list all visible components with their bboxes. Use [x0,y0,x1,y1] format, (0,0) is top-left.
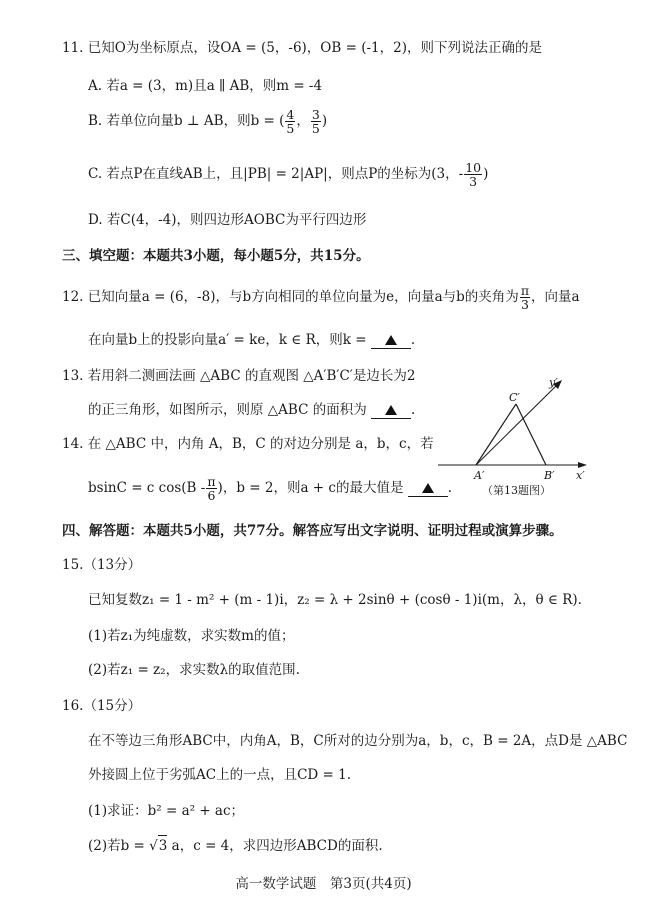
q13-figure [432,372,592,502]
q12-frac [520,284,530,311]
q11-b-frac1-den: 5 [286,121,295,136]
q11-stem: 11. 已知O为坐标原点，设OA = (5，-6)，OB = (-1，2)，则下列说法正确的是 [62,40,542,56]
q14-frac-den: 6 [207,488,216,503]
q11-option-a: A. 若a = (3，m)且a ∥ AB，则m = -4 [88,78,323,94]
q11-c-frac-den: 3 [469,174,478,189]
q16-part2-post: a，c = 4，求四边形ABCD的面积. [171,838,383,854]
q14-line2: bsinC = c cos(B - $\frac{\pi}{6}$ )，b = 2，则a + c的最大值是 . [88,474,453,503]
q12-line1-text: 12. 已知向量a = (6，-8)，与b方向相同的单位向量为e，向量a与b的夹角为 [62,289,519,305]
x-axis-arrow [578,462,587,468]
label-b: B′ [544,469,555,482]
label-x: x′ [576,469,585,482]
q15-part2: (2)若z₁ = z₂，求实数λ的取值范围. [88,662,300,678]
q14-line1: 14. 在 △ABC 中，内角 A，B，C 的对边分别是 a，b，c，若 [62,436,434,452]
triangle-icon [385,405,397,415]
q12-line2: 在向量b上的投影向量a′ = ke，k ∈ R，则k = . [88,332,416,348]
section-3-header: 三、填空题：本题共3小题，每小题5分，共15分。 [62,248,370,264]
q11-option-b-text: B. 若单位向量b ⊥ AB，则b = ( [88,113,285,129]
q16-part1: (1)求证：b² = a² + ac； [88,803,245,819]
q11-option-c: C. 若点P在直线AB上，且|PB| = 2|AP|，则点P的坐标为(3，- $\frac{10}{3}$ ) [88,160,489,189]
q12-line2-text: 在向量b上的投影向量a′ = ke，k ∈ R，则k = [88,332,367,348]
q16-line1: 在不等边三角形ABC中，内角A，B，C所对的边分别为a，b，c，B = 2A，点D是 △ABC [88,733,628,749]
q11-option-c-text: C. 若点P在直线AB上，且|PB| = 2|AP|，则点P的坐标为(3，- [88,166,464,182]
q15-header: 15.（13分） [62,557,142,573]
q12-line1 [62,283,580,311]
page-footer: 高一数学试题 第3页(共4页) [235,876,412,892]
q14-frac [206,475,216,502]
q13-line2-text: 的正三角形，如图所示，则原 △ABC 的面积为 [88,402,367,418]
section-4-header: 四、解答题：本题共5小题，共77分。解答应写出文字说明、证明过程或演算步骤。 [62,523,563,539]
q13-line2: 的正三角形，如图所示，则原 △ABC 的面积为 . [88,402,416,418]
q11-b-frac2 [311,108,321,135]
q11-option-b: B. 若单位向量b ⊥ AB，则b = ( $\frac{4}{5}$ ， $\frac{3}{5}$ ) [88,107,328,136]
q12-frac-den: 3 [520,297,529,312]
answer-blank[interactable] [371,332,411,349]
q14-line2-text: bsinC = c cos(B - [88,480,206,496]
q11-b-frac1 [285,108,295,135]
label-a: A′ [474,469,485,482]
q15-line1: 已知复数z₁ = 1 - m² + (m - 1)i，z₂ = λ + 2sinθ + (cosθ - 1)i(m，λ，θ ∈ R). [88,592,582,608]
triangle-icon [385,335,397,345]
label-c: C′ [509,391,520,404]
q14-frac-num: π [207,474,216,489]
q11-c-frac-num: 10 [465,160,482,175]
q16-header: 16.（15分） [62,698,142,714]
q13-line1: 13. 若用斜二测画法画 △ABC 的直观图 △A′B′C′是边长为2 [62,368,416,384]
triangle-side-ac [476,404,516,465]
q15-part1: (1)若z₁为纯虚数，求实数m的值； [88,628,295,644]
q11-b-frac2-den: 5 [311,121,320,136]
q14-line2-post: )，b = 2，则a + c的最大值是 [217,480,404,496]
figure-caption: （第13题图） [482,484,551,497]
q12-frac-num: π [520,283,530,298]
q12-line1-post: ，向量a [531,289,580,305]
q16-part2: (2)若b = √3 a，c = 4，求四边形ABCD的面积. [88,835,383,856]
q11-option-d: D. 若C(4，-4)，则四边形AOBC为平行四边形 [88,212,367,228]
sqrt-radicand: 3 [158,835,168,856]
q11-c-frac [464,161,482,188]
q16-line2: 外接圆上位于劣弧AC上的一点，且CD = 1. [88,767,352,783]
triangle-side-cb [516,404,546,465]
answer-blank[interactable] [371,402,411,419]
q16-part2-pre: (2)若b = [88,838,145,854]
q11-b-frac2-num: 3 [311,107,320,122]
q11-b-frac1-num: 4 [286,107,295,122]
label-y: y′ [549,376,558,389]
